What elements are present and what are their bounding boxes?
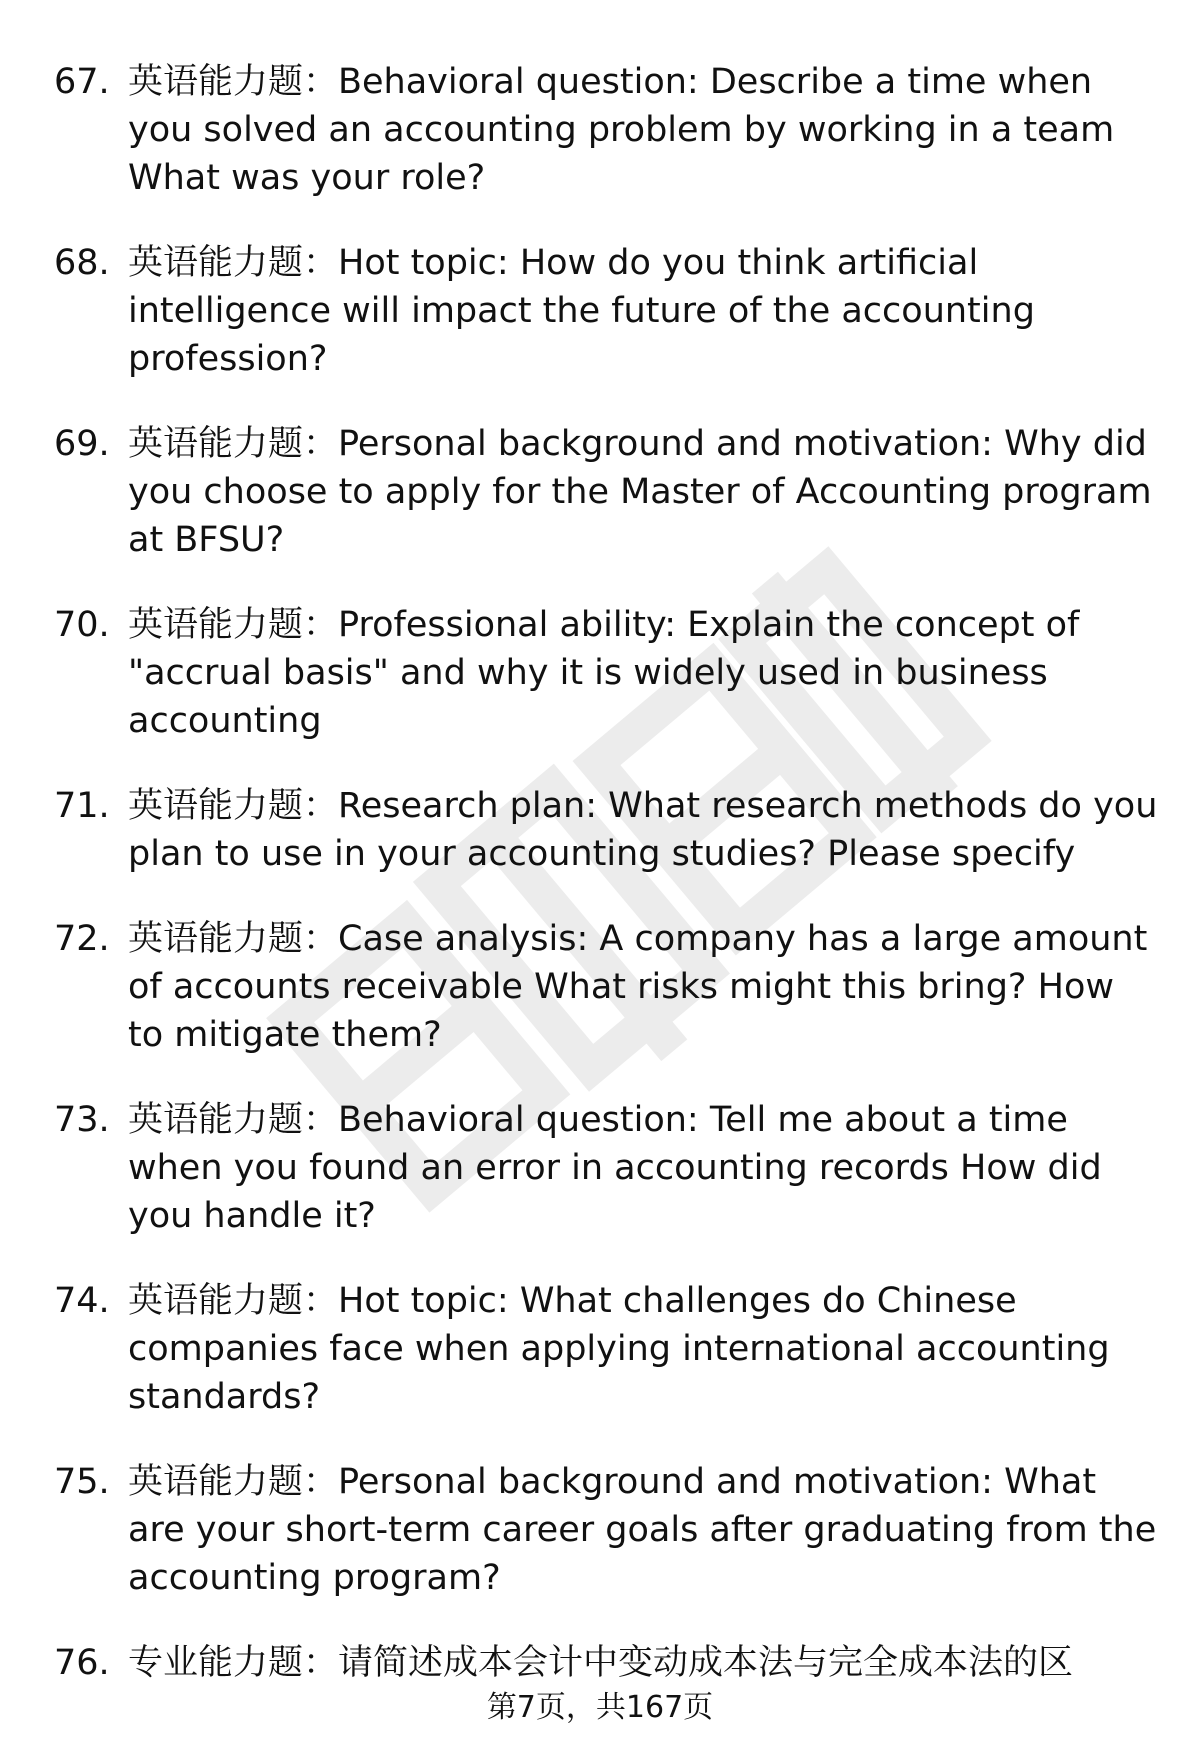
question-number: 73. <box>54 1100 110 1140</box>
question-number: 70. <box>54 605 110 645</box>
question-text: 英语能力题：Hot topic: How do you think artificial intelligence will impact the future of the accounting profession? <box>128 243 1035 379</box>
question-item <box>0 782 1200 878</box>
question-text: 专业能力题：请简述成本会计中变动成本法与完全成本法的区 <box>128 1643 1074 1683</box>
question-item <box>0 420 1200 564</box>
question-text: 英语能力题：Personal background and motivation: Why did you choose to apply for the Master of Accounting program at BFSU? <box>128 424 1152 560</box>
question-number: 76. <box>54 1643 110 1683</box>
question-number: 67. <box>54 62 110 102</box>
question-item <box>0 915 1200 1059</box>
question-text: 英语能力题：Professional ability: Explain the concept of "accrual basis" and why it is widely used in business accounting <box>128 605 1080 741</box>
question-number: 72. <box>54 919 110 959</box>
question-number: 68. <box>54 243 110 283</box>
question-text: 英语能力题：Behavioral question: Tell me about a time when you found an error in accounting records How did you handle it? <box>128 1100 1102 1236</box>
question-list <box>0 58 1200 1724</box>
question-number: 74. <box>54 1281 110 1321</box>
question-text: 英语能力题：Research plan: What research methods do you plan to use in your accounting studies? Please specify <box>128 786 1158 874</box>
question-item <box>0 1096 1200 1240</box>
question-item <box>0 1458 1200 1602</box>
question-item <box>0 58 1200 202</box>
question-text: 英语能力题：Behavioral question: Describe a time when you solved an accounting problem by working in a team What was your role? <box>128 62 1115 198</box>
question-text: 英语能力题：Case analysis: A company has a large amount of accounts receivable What risks might this bring? How to mitigate them? <box>128 919 1148 1055</box>
question-text: 英语能力题：Hot topic: What challenges do Chinese companies face when applying international accounting standards? <box>128 1281 1110 1417</box>
question-item <box>0 601 1200 745</box>
page-number-footer: 第7页，共167页 <box>486 1690 714 1725</box>
question-item <box>0 1639 1200 1687</box>
question-text: 英语能力题：Personal background and motivation: What are your short-term career goals after graduating from the accounting program? <box>128 1462 1157 1598</box>
question-item <box>0 1277 1200 1421</box>
question-number: 75. <box>54 1462 110 1502</box>
question-item <box>0 239 1200 383</box>
question-number: 69. <box>54 424 110 464</box>
question-number: 71. <box>54 786 110 826</box>
